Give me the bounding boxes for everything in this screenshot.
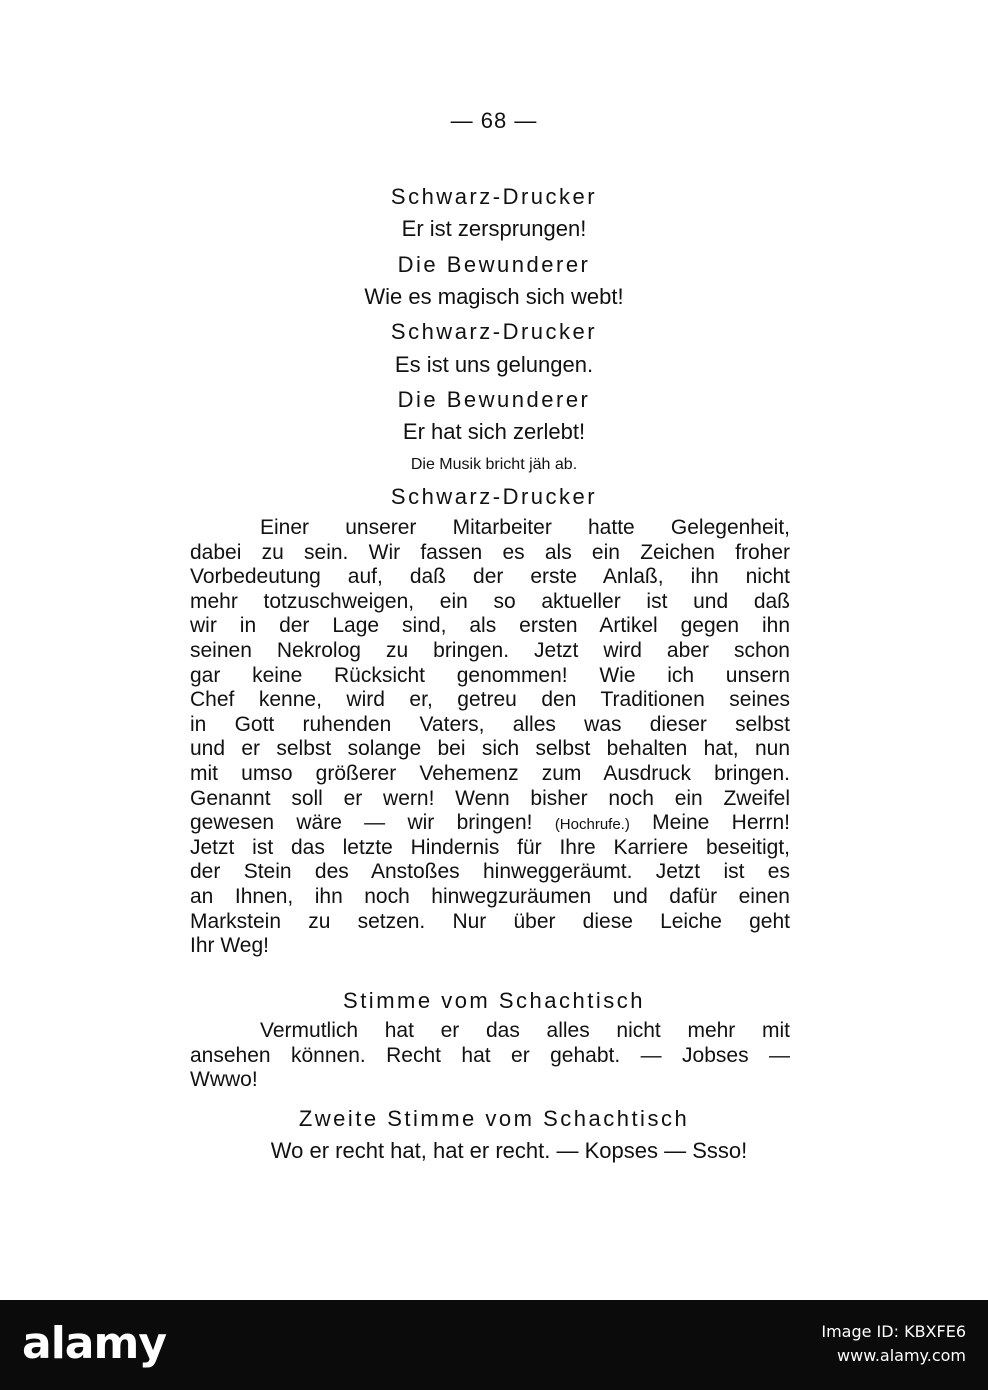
speaker-name: Schwarz-Drucker: [390, 319, 598, 344]
text-line: Ihr Weg!: [190, 934, 269, 958]
verse-line: Wo er recht hat, hat er recht. — Kopses — Ssso!: [270, 1138, 748, 1163]
speech-paragraph: [190, 1019, 790, 1093]
speech-paragraph: [190, 516, 790, 959]
site-url: www.alamy.com: [837, 1346, 966, 1365]
alamy-logo: alamy: [22, 1318, 166, 1369]
speaker-name: Die Bewunderer: [397, 387, 591, 412]
text-line: Chef kenne, wird er, getreu den Traditionen seines: [190, 688, 790, 712]
verse-line: Er hat sich zerlebt!: [402, 419, 586, 444]
image-id-block: [821, 1320, 966, 1368]
text-line: an Ihnen, ihn noch hinwegzuräumen und dafür einen: [190, 884, 790, 908]
speaker-name: Stimme vom Schachtisch: [343, 988, 645, 1013]
text-fragment: gewesen wäre — wir bringen!: [190, 811, 533, 835]
text-line: Jetzt ist das letzte Hindernis für Ihre Karriere beseitigt,: [190, 835, 790, 859]
page-number: — 68 —: [450, 108, 538, 133]
text-line: Einer unserer Mitarbeiter hatte Gelegenheit,: [260, 516, 790, 539]
verse-line: Er ist zersprungen!: [401, 216, 587, 241]
text-line: ansehen können. Recht hat er gehabt. — Jobses —: [190, 1043, 790, 1067]
text-line: wir in der Lage sind, als ersten Artikel gegen ihn: [190, 614, 790, 638]
text-line: mit umso größerer Vehemenz zum Ausdruck bringen.: [190, 761, 790, 785]
text-fragment: Meine Herrn!: [652, 811, 790, 835]
text-line: Vermutlich hat er das alles nicht mehr mit: [260, 1019, 790, 1042]
text-line: seinen Nekrolog zu bringen. Jetzt wird aber schon: [190, 638, 790, 662]
speaker-name: Schwarz-Drucker: [390, 184, 598, 209]
stock-watermark-bar: [0, 1300, 988, 1390]
speaker-name: Schwarz-Drucker: [390, 484, 598, 509]
text-line: gar keine Rücksicht genommen! Wie ich unsern: [190, 663, 790, 687]
text-line-with-aside: [190, 811, 790, 836]
text-line: Vorbedeutung auf, daß der erste Anlaß, ihn nicht: [190, 565, 790, 589]
speaker-name: Zweite Stimme vom Schachtisch: [298, 1106, 690, 1131]
stage-aside: (Hochrufe.): [554, 816, 630, 834]
image-id: Image ID: KBXFE6: [821, 1322, 966, 1341]
text-line: Genannt soll er wern! Wenn bisher noch ein Zweifel: [190, 786, 790, 810]
verse-line: Wie es magisch sich webt!: [364, 284, 624, 309]
text-line: dabei zu sein. Wir fassen es als ein Zeichen froher: [190, 540, 790, 564]
speaker-name: Die Bewunderer: [397, 252, 591, 277]
text-line: mehr totzuschweigen, ein so aktueller ist und daß: [190, 589, 790, 613]
text-line: Wwwo!: [190, 1068, 258, 1092]
text-line: der Stein des Anstoßes hinweggeräumt. Jetzt ist es: [190, 860, 790, 884]
text-line: Markstein zu setzen. Nur über diese Leiche geht: [190, 909, 790, 933]
verse-line: Es ist uns gelungen.: [394, 352, 594, 377]
text-line: und er selbst solange bei sich selbst behalten hat, nun: [190, 737, 790, 761]
text-line: in Gott ruhenden Vaters, alles was dieser selbst: [190, 712, 790, 736]
stage-direction: Die Musik bricht jäh ab.: [410, 456, 578, 473]
